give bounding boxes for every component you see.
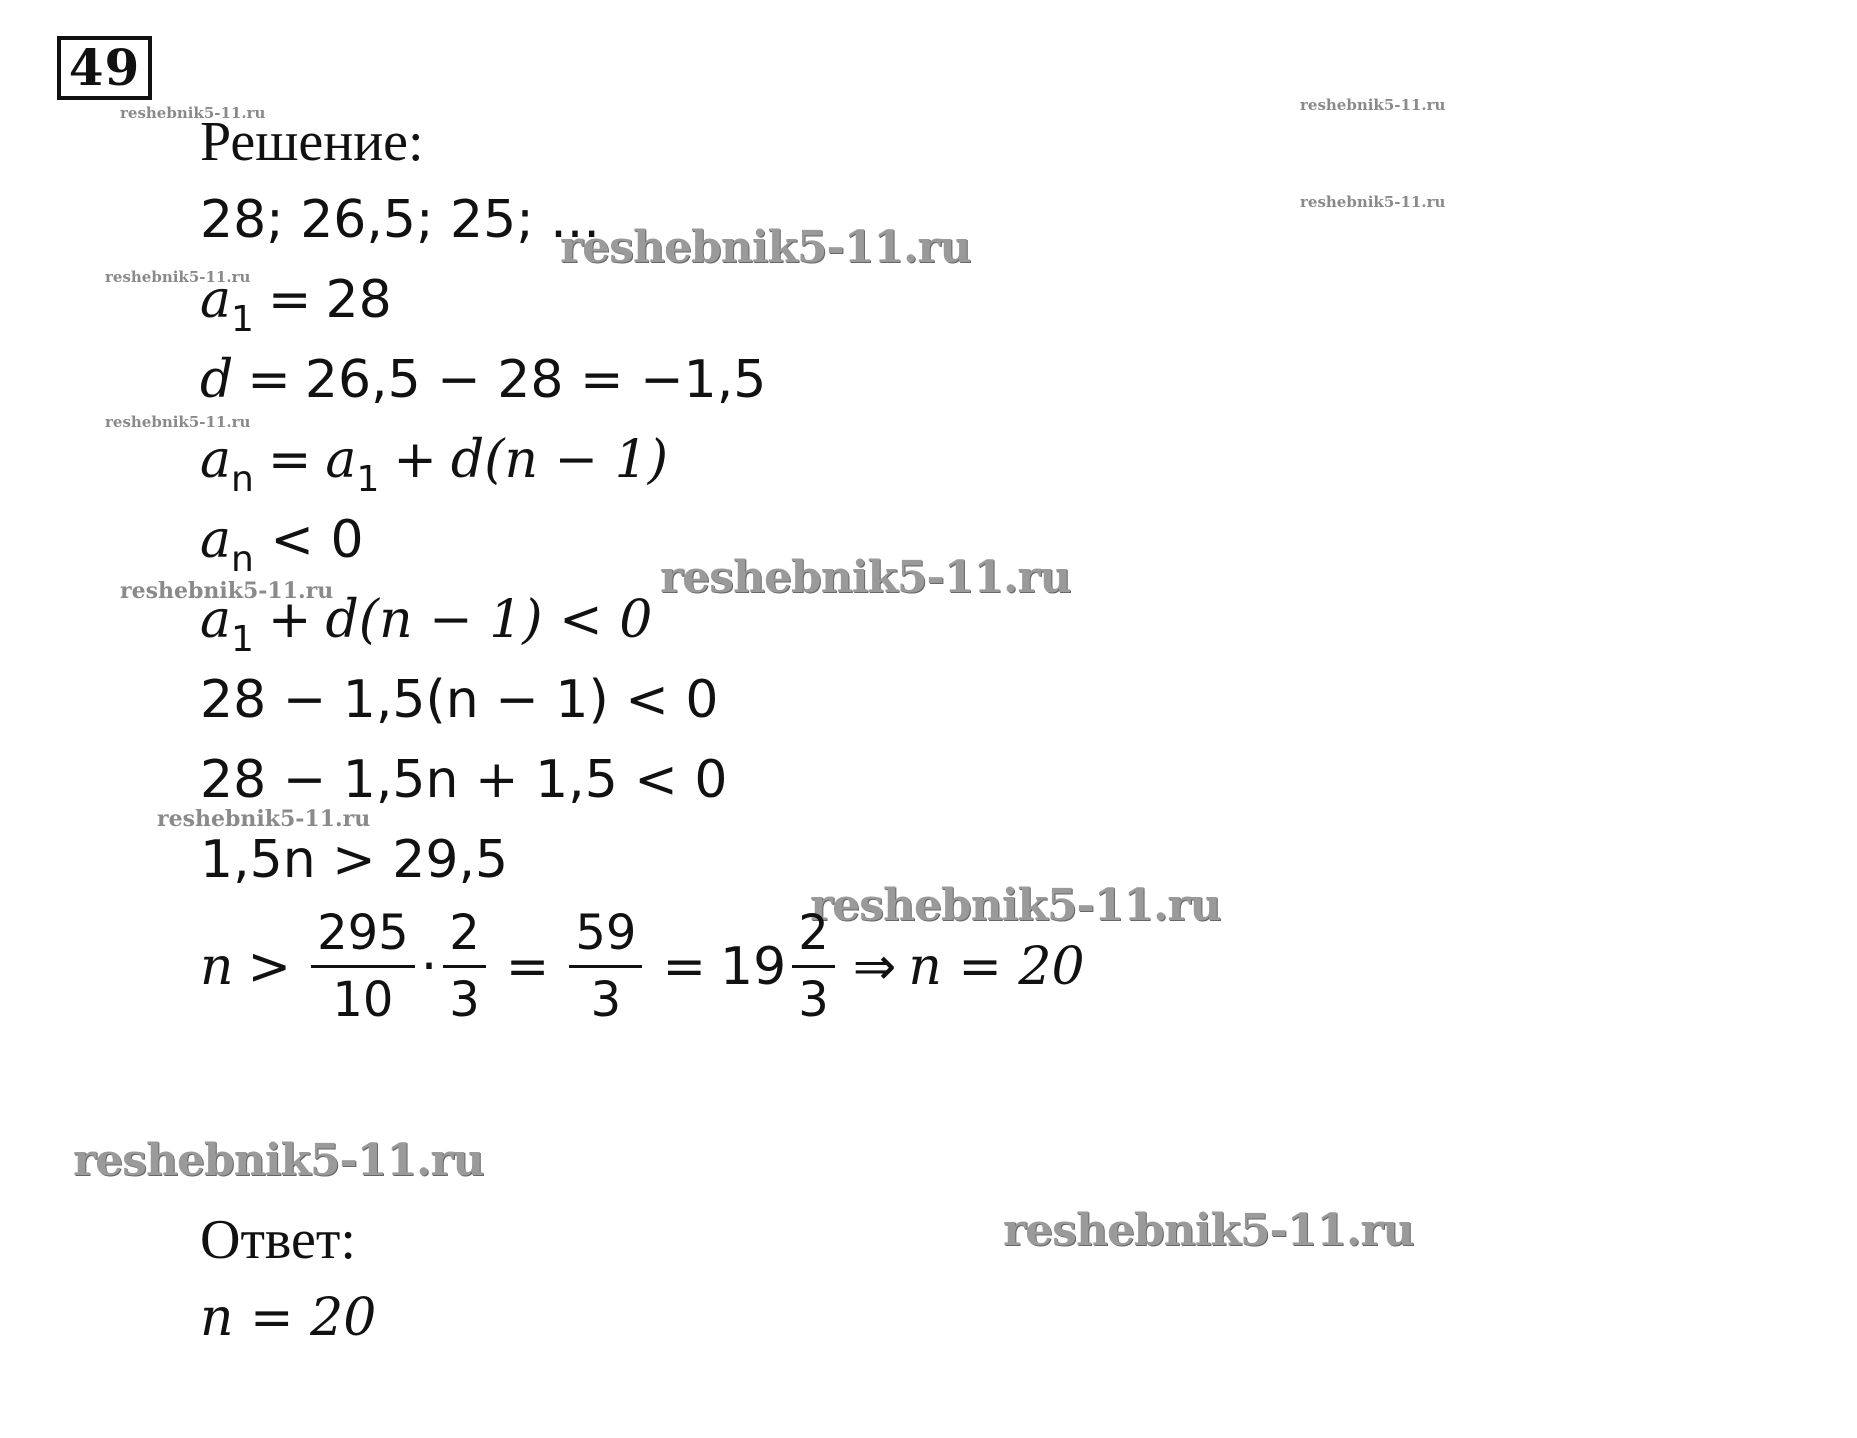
d-line: d = 26,5 − 28 = −1,5 bbox=[200, 350, 767, 410]
d-expression: 26,5 − 28 = −1,5 bbox=[304, 350, 767, 410]
fraction-59-3: $\frac{59}{3}$ bbox=[569, 905, 642, 1028]
fraction-2-3: $\frac{2}{3}$ bbox=[443, 905, 486, 1028]
problem-number: 49 bbox=[57, 36, 152, 100]
an-formula-line: $a_n = a_1 + d(n - 1)$ bbox=[200, 430, 668, 500]
watermark: reshebnik5-11.ru bbox=[1300, 96, 1446, 114]
a1-value: 28 bbox=[325, 270, 392, 330]
an-negative-line: $a_n < 0$ bbox=[200, 510, 364, 580]
watermark: reshebnik5-11.ru bbox=[1300, 193, 1446, 211]
watermark: reshebnik5-11.ru bbox=[120, 578, 334, 604]
an-lt-zero: < 0 bbox=[270, 510, 364, 570]
watermark: reshebnik5-11.ru bbox=[105, 268, 251, 286]
answer-label: Ответ: bbox=[200, 1209, 356, 1271]
mixed-fraction: $\frac{2}{3}$ bbox=[792, 905, 835, 1028]
mixed-whole: 19 bbox=[720, 936, 787, 997]
final-result: n = 20 bbox=[908, 936, 1085, 997]
a1-line: $a_1 = 28$ bbox=[200, 270, 392, 340]
an-formula-rhs: d(n − 1) bbox=[450, 430, 668, 490]
watermark: reshebnik5-11.ru bbox=[105, 413, 251, 431]
watermark-large: reshebnik5-11.ru bbox=[560, 222, 971, 273]
fraction-295-10: $\frac{295}{10}$ bbox=[311, 905, 415, 1028]
watermark: reshebnik5-11.ru bbox=[157, 806, 371, 832]
inequality-4: 1,5n > 29,5 bbox=[200, 830, 509, 890]
inequality-1-rhs: d(n − 1) < 0 bbox=[325, 590, 653, 650]
inequality-1: $a_1 + d(n - 1) < 0$ bbox=[200, 590, 653, 660]
watermark-large: reshebnik5-11.ru bbox=[810, 880, 1221, 931]
watermark-large: reshebnik5-11.ru bbox=[1003, 1205, 1414, 1256]
inequality-3: 28 − 1,5n + 1,5 < 0 bbox=[200, 750, 728, 810]
answer-value: n = 20 bbox=[200, 1288, 377, 1348]
watermark-large: reshebnik5-11.ru bbox=[660, 552, 1071, 603]
final-computation: n > $\frac{295}{10}$ · $\frac{2}{3}$ = $\frac{59}{3}$ = 19 $\frac{2}{3}$ ⇒ n = 20 bbox=[200, 905, 1085, 1028]
inequality-2: 28 − 1,5(n − 1) < 0 bbox=[200, 670, 719, 730]
watermark-large: reshebnik5-11.ru bbox=[73, 1135, 484, 1186]
watermark: reshebnik5-11.ru bbox=[120, 104, 266, 122]
solution-label: Решение: bbox=[200, 111, 424, 173]
sequence-line: 28; 26,5; 25; ... bbox=[200, 190, 600, 250]
